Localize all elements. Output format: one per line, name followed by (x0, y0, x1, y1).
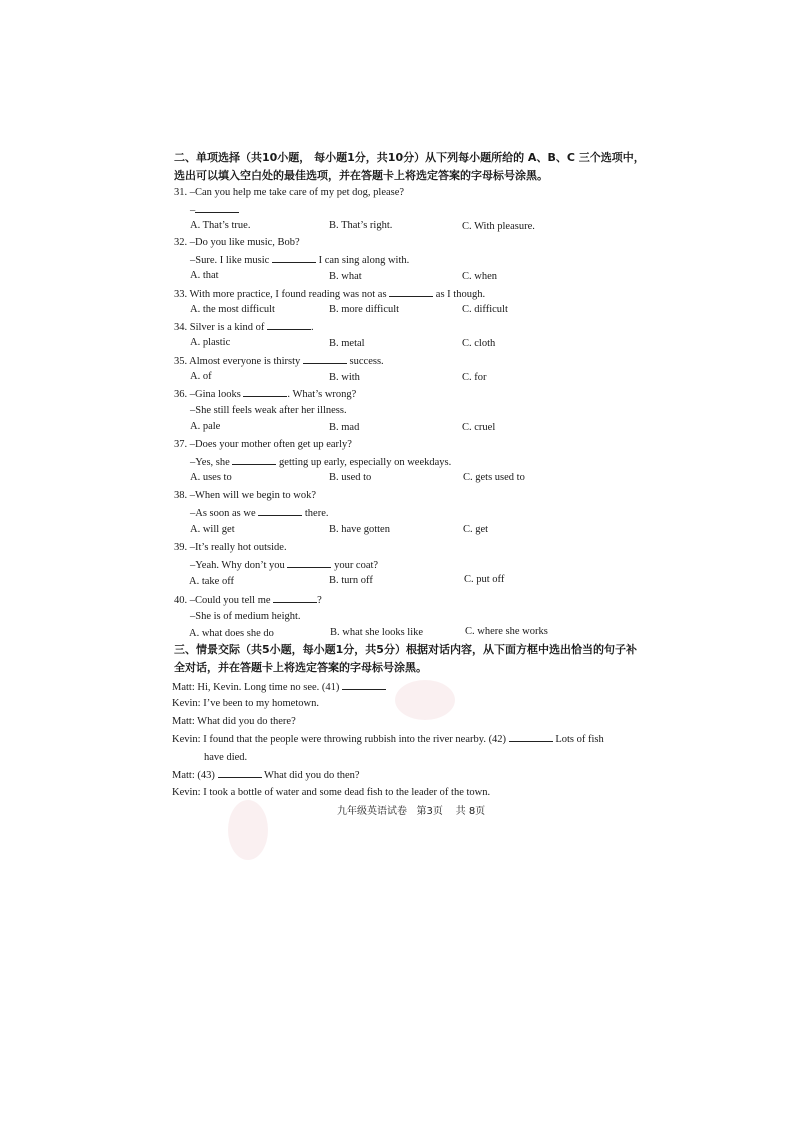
question-40-option-a: A. what does she do (189, 628, 274, 639)
question-31-response: – (190, 203, 239, 217)
question-32-option-c: C. when (462, 271, 497, 282)
section3-heading-line1: 三、情景交际（共5小题，每小题1分，共5分）根据对话内容，从下面方框中选出恰当的句子补 (174, 643, 637, 656)
question-39-stem: 39. –It’s really hot outside. (174, 542, 287, 553)
question-31-option-a: A. That’s true. (190, 220, 251, 231)
dialogue-line-matt-41: Matt: Hi, Kevin. Long time no see. (41) (172, 680, 386, 694)
question-36-option-b: B. mad (329, 422, 360, 433)
answer-blank (232, 455, 276, 465)
answer-blank (272, 253, 316, 263)
answer-blank (342, 680, 386, 690)
question-34-stem: 34. Silver is a kind of . (174, 322, 314, 333)
answer-blank (243, 387, 287, 397)
section3-heading-line2: 全对话，并在答题卡上将选定答案的字母标号涂黑。 (174, 661, 427, 674)
question-35-option-a: A. of (190, 371, 212, 382)
question-40-stem: 40. –Could you tell me ? (174, 595, 322, 606)
answer-blank (258, 506, 302, 516)
question-38-stem: 38. –When will we begin to wok? (174, 490, 317, 501)
question-36-response: –She still feels weak after her illness. (190, 405, 347, 416)
question-37-option-a: A. uses to (190, 472, 232, 483)
dialogue-line-kevin-last: Kevin: I took a bottle of water and some dead fish to the leader of the town. (172, 787, 491, 798)
dialogue-line-matt-2: Matt: What did you do there? (172, 716, 296, 727)
question-39-option-a: A. take off (189, 576, 234, 587)
answer-blank (273, 593, 317, 603)
question-37-stem: 37. –Does your mother often get up early? (174, 439, 352, 450)
question-37-response: –Yes, she getting up early, especially on weekdays. (190, 457, 452, 468)
answer-blank (195, 203, 239, 213)
answer-blank (389, 287, 433, 297)
scan-smudge (228, 800, 268, 860)
question-35-stem: 35. Almost everyone is thirsty success. (174, 356, 384, 367)
question-38-option-c: C. get (463, 524, 489, 535)
footer-exam-name: 九年级英语试卷 (337, 806, 407, 817)
question-36-stem: 36. –Gina looks . What’s wrong? (174, 389, 357, 400)
question-33-option-a: A. the most difficult (190, 304, 275, 315)
question-34-option-a: A. plastic (190, 337, 231, 348)
answer-blank (218, 768, 262, 778)
question-33-option-c: C. difficult (462, 304, 508, 315)
dialogue-line-kevin-42-cont: have died. (204, 752, 248, 763)
question-31-option-c: C. With pleasure. (462, 221, 535, 232)
question-40-option-c: C. where she works (465, 626, 548, 637)
scan-smudge (395, 680, 455, 720)
dialogue-line-matt-43: Matt: (43) What did you do then? (172, 770, 360, 781)
question-35-option-c: C. for (462, 372, 487, 383)
question-34-option-c: C. cloth (462, 338, 496, 349)
answer-blank (287, 558, 331, 568)
question-39-option-b: B. turn off (329, 575, 373, 586)
dialogue-line-kevin-1: Kevin: I’ve been to my hometown. (172, 698, 319, 709)
question-32-option-b: B. what (329, 271, 362, 282)
section2-heading-line2: 选出可以填入空白处的最佳选项，并在答题卡上将选定答案的字母标号涂黑。 (174, 169, 548, 182)
question-37-option-c: C. gets used to (463, 472, 525, 483)
question-39-response: –Yeah. Why don’t you your coat? (190, 560, 379, 571)
question-40-option-b: B. what she looks like (330, 627, 424, 638)
question-32-response: –Sure. I like music I can sing along with. (190, 255, 410, 266)
question-31-option-b: B. That’s right. (329, 220, 393, 231)
answer-blank (509, 732, 553, 742)
question-32-option-a: A. that (190, 270, 219, 281)
footer-total-pages: 共 8页 (455, 806, 486, 817)
answer-blank (267, 320, 311, 330)
question-35-option-b: B. with (329, 372, 360, 383)
dialogue-line-kevin-42: Kevin: I found that the people were throwing rubbish into the river nearby. (42) Lots of fish (172, 734, 604, 745)
question-36-option-a: A. pale (190, 421, 221, 432)
section2-heading-line1: 二、单项选择（共10小题， 每小题1分，共10分）从下列每小题所给的 A、B、C 三个选项中， (174, 151, 645, 164)
question-36-option-c: C. cruel (462, 422, 496, 433)
question-38-option-a: A. will get (190, 524, 235, 535)
question-37-option-b: B. used to (329, 472, 372, 483)
question-38-option-b: B. have gotten (329, 524, 390, 535)
footer-page-number: 第3页 (416, 806, 443, 817)
question-39-option-c: C. put off (464, 574, 505, 585)
question-34-option-b: B. metal (329, 338, 365, 349)
page-footer (337, 805, 485, 818)
question-33-option-b: B. more difficult (329, 304, 400, 315)
question-33-stem: 33. With more practice, I found reading was not as as I though. (174, 289, 486, 300)
question-32-stem: 32. –Do you like music, Bob? (174, 237, 300, 248)
answer-blank (303, 354, 347, 364)
question-38-response: –As soon as we there. (190, 508, 329, 519)
question-31-stem: 31. –Can you help me take care of my pet dog, please? (174, 187, 405, 198)
question-40-response: –She is of medium height. (190, 611, 301, 622)
